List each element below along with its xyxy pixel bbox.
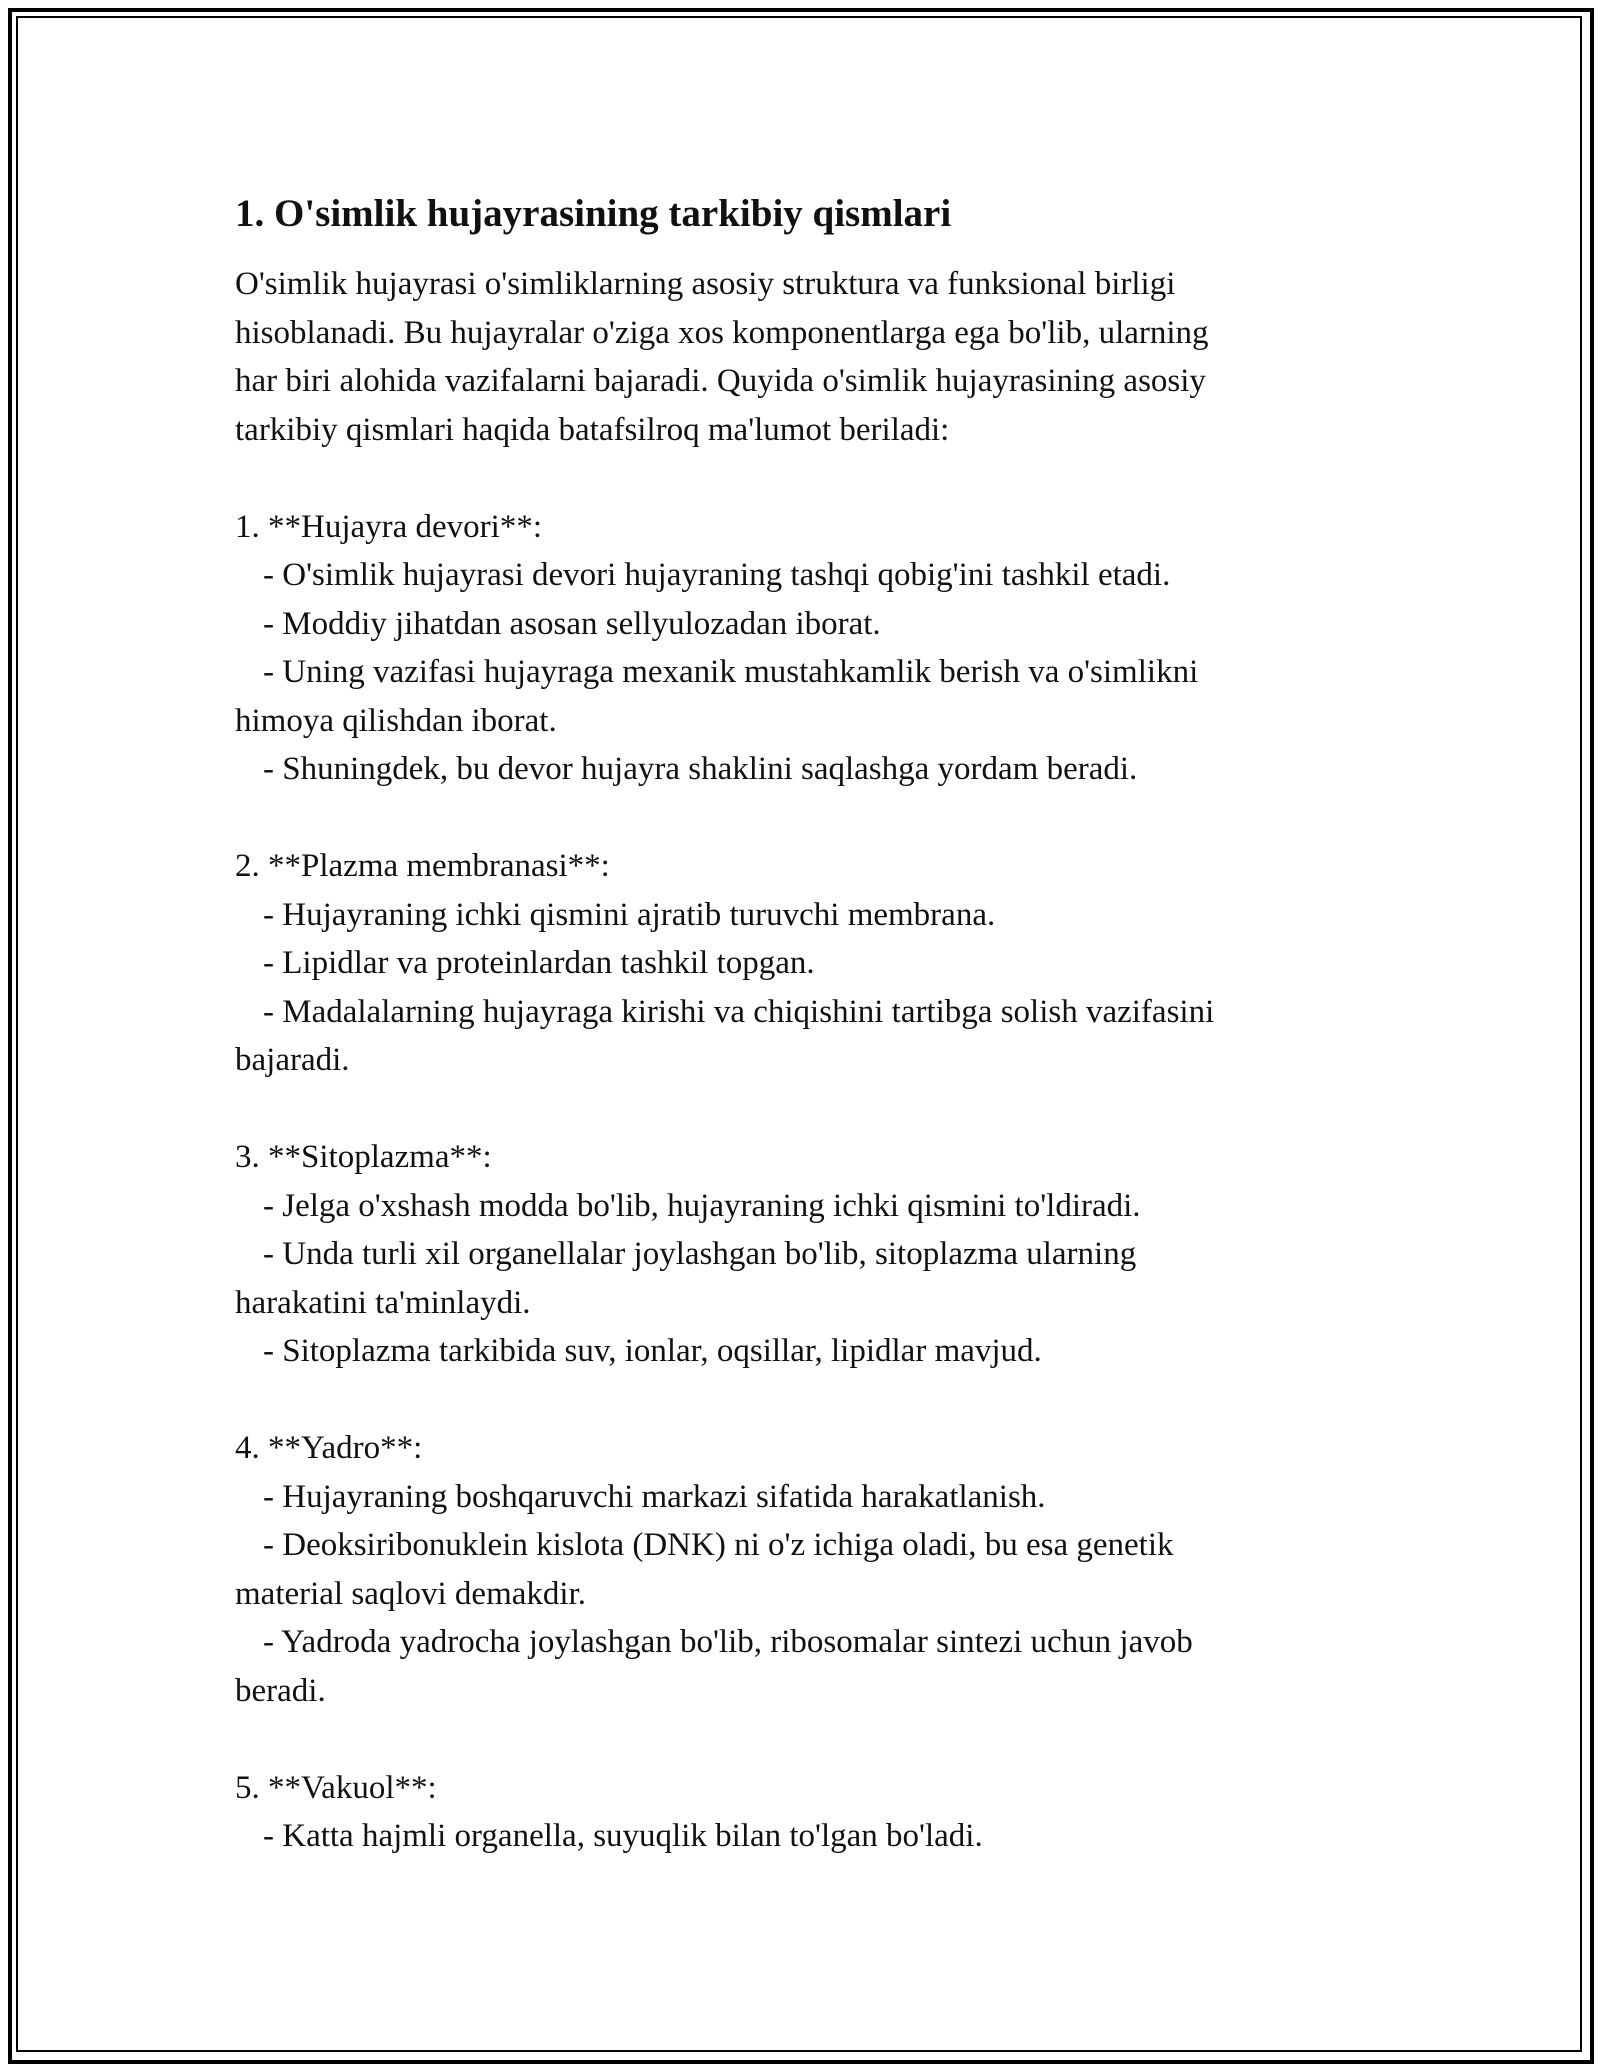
- bullet-continuation: harakatini ta'minlaydi.: [235, 1284, 531, 1321]
- document-title: 1. O'simlik hujayrasining tarkibiy qismlari: [235, 192, 952, 235]
- section-cell-wall: [235, 503, 1355, 794]
- bullet-item: [235, 891, 1355, 940]
- section-vacuole: [235, 1764, 1355, 1861]
- section-heading: 2. **Plazma membranasi**:: [235, 848, 610, 884]
- bullet-item: [235, 600, 1355, 649]
- bullet-line: - Jelga o'xshash modda bo'lib, hujayraning ichki qismini to'ldiradi.: [263, 1187, 1141, 1224]
- bullet-line: - Sitoplazma tarkibida suv, ionlar, oqsillar, lipidlar mavjud.: [263, 1333, 1042, 1369]
- bullet-item: [235, 1230, 1355, 1327]
- intro-line: hisoblanadi. Bu hujayralar o'ziga xos komponentlarga ega bo'lib, ularning: [235, 314, 1209, 351]
- bullet-item: [235, 1521, 1355, 1618]
- bullet-item: [235, 1812, 1355, 1861]
- bullet-line: - Uning vazifasi hujayraga mexanik mustahkamlik berish va o'simlikni: [263, 654, 1199, 690]
- intro-line: har biri alohida vazifalarni bajaradi. Quyida o'simlik hujayrasining asosiy: [235, 363, 1206, 399]
- bullet-line: - Yadroda yadrocha joylashgan bo'lib, ribosomalar sintezi uchun javob: [263, 1624, 1193, 1660]
- bullet-item: [235, 1182, 1355, 1231]
- bullet-line: - Deoksiribonuklein kislota (DNK) ni o'z ichiga oladi, bu esa genetik: [263, 1527, 1174, 1563]
- bullet-line: - Katta hajmli organella, suyuqlik bilan to'lgan bo'ladi.: [263, 1818, 983, 1854]
- document-body: [235, 188, 1355, 1861]
- bullet-item: [235, 1618, 1355, 1715]
- bullet-continuation: himoya qilishdan iborat.: [235, 702, 557, 739]
- bullet-item: [235, 988, 1355, 1085]
- bullet-line: - O'simlik hujayrasi devori hujayraning tashqi qobig'ini tashkil etadi.: [263, 557, 1171, 593]
- section-heading: 4. **Yadro**:: [235, 1430, 423, 1466]
- bullet-continuation: material saqlovi demakdir.: [235, 1575, 586, 1612]
- bullet-line: - Shuningdek, bu devor hujayra shaklini saqlashga yordam beradi.: [263, 751, 1138, 787]
- bullet-line: - Lipidlar va proteinlardan tashkil topgan.: [263, 945, 815, 981]
- section-plasma-membrane: [235, 842, 1355, 1085]
- intro-line: tarkibiy qismlari haqida batafsilroq ma'lumot beriladi:: [235, 411, 950, 448]
- section-heading: 1. **Hujayra devori**:: [235, 508, 543, 545]
- intro-line: O'simlik hujayrasi o'simliklarning asosiy struktura va funksional birligi: [235, 266, 1176, 302]
- section-cytoplasm: [235, 1133, 1355, 1376]
- bullet-line: - Hujayraning ichki qismini ajratib turuvchi membrana.: [263, 896, 996, 933]
- bullet-line: - Madalalarning hujayraga kirishi va chiqishini tartibga solish vazifasini: [263, 993, 1215, 1030]
- bullet-line: - Unda turli xil organellalar joylashgan bo'lib, sitoplazma ularning: [263, 1236, 1137, 1272]
- bullet-continuation: bajaradi.: [235, 1042, 350, 1078]
- bullet-line: - Moddiy jihatdan asosan sellyulozadan iborat.: [263, 605, 881, 642]
- bullet-item: [235, 1327, 1355, 1376]
- section-nucleus: [235, 1424, 1355, 1715]
- section-heading: 5. **Vakuol**:: [235, 1769, 437, 1806]
- intro-paragraph: [235, 260, 1355, 454]
- bullet-item: [235, 648, 1355, 745]
- bullet-item: [235, 551, 1355, 600]
- bullet-continuation: beradi.: [235, 1672, 326, 1709]
- bullet-item: [235, 939, 1355, 988]
- section-heading: 3. **Sitoplazma**:: [235, 1139, 492, 1175]
- bullet-item: [235, 745, 1355, 794]
- bullet-item: [235, 1473, 1355, 1522]
- bullet-line: - Hujayraning boshqaruvchi markazi sifatida harakatlanish.: [263, 1478, 1046, 1515]
